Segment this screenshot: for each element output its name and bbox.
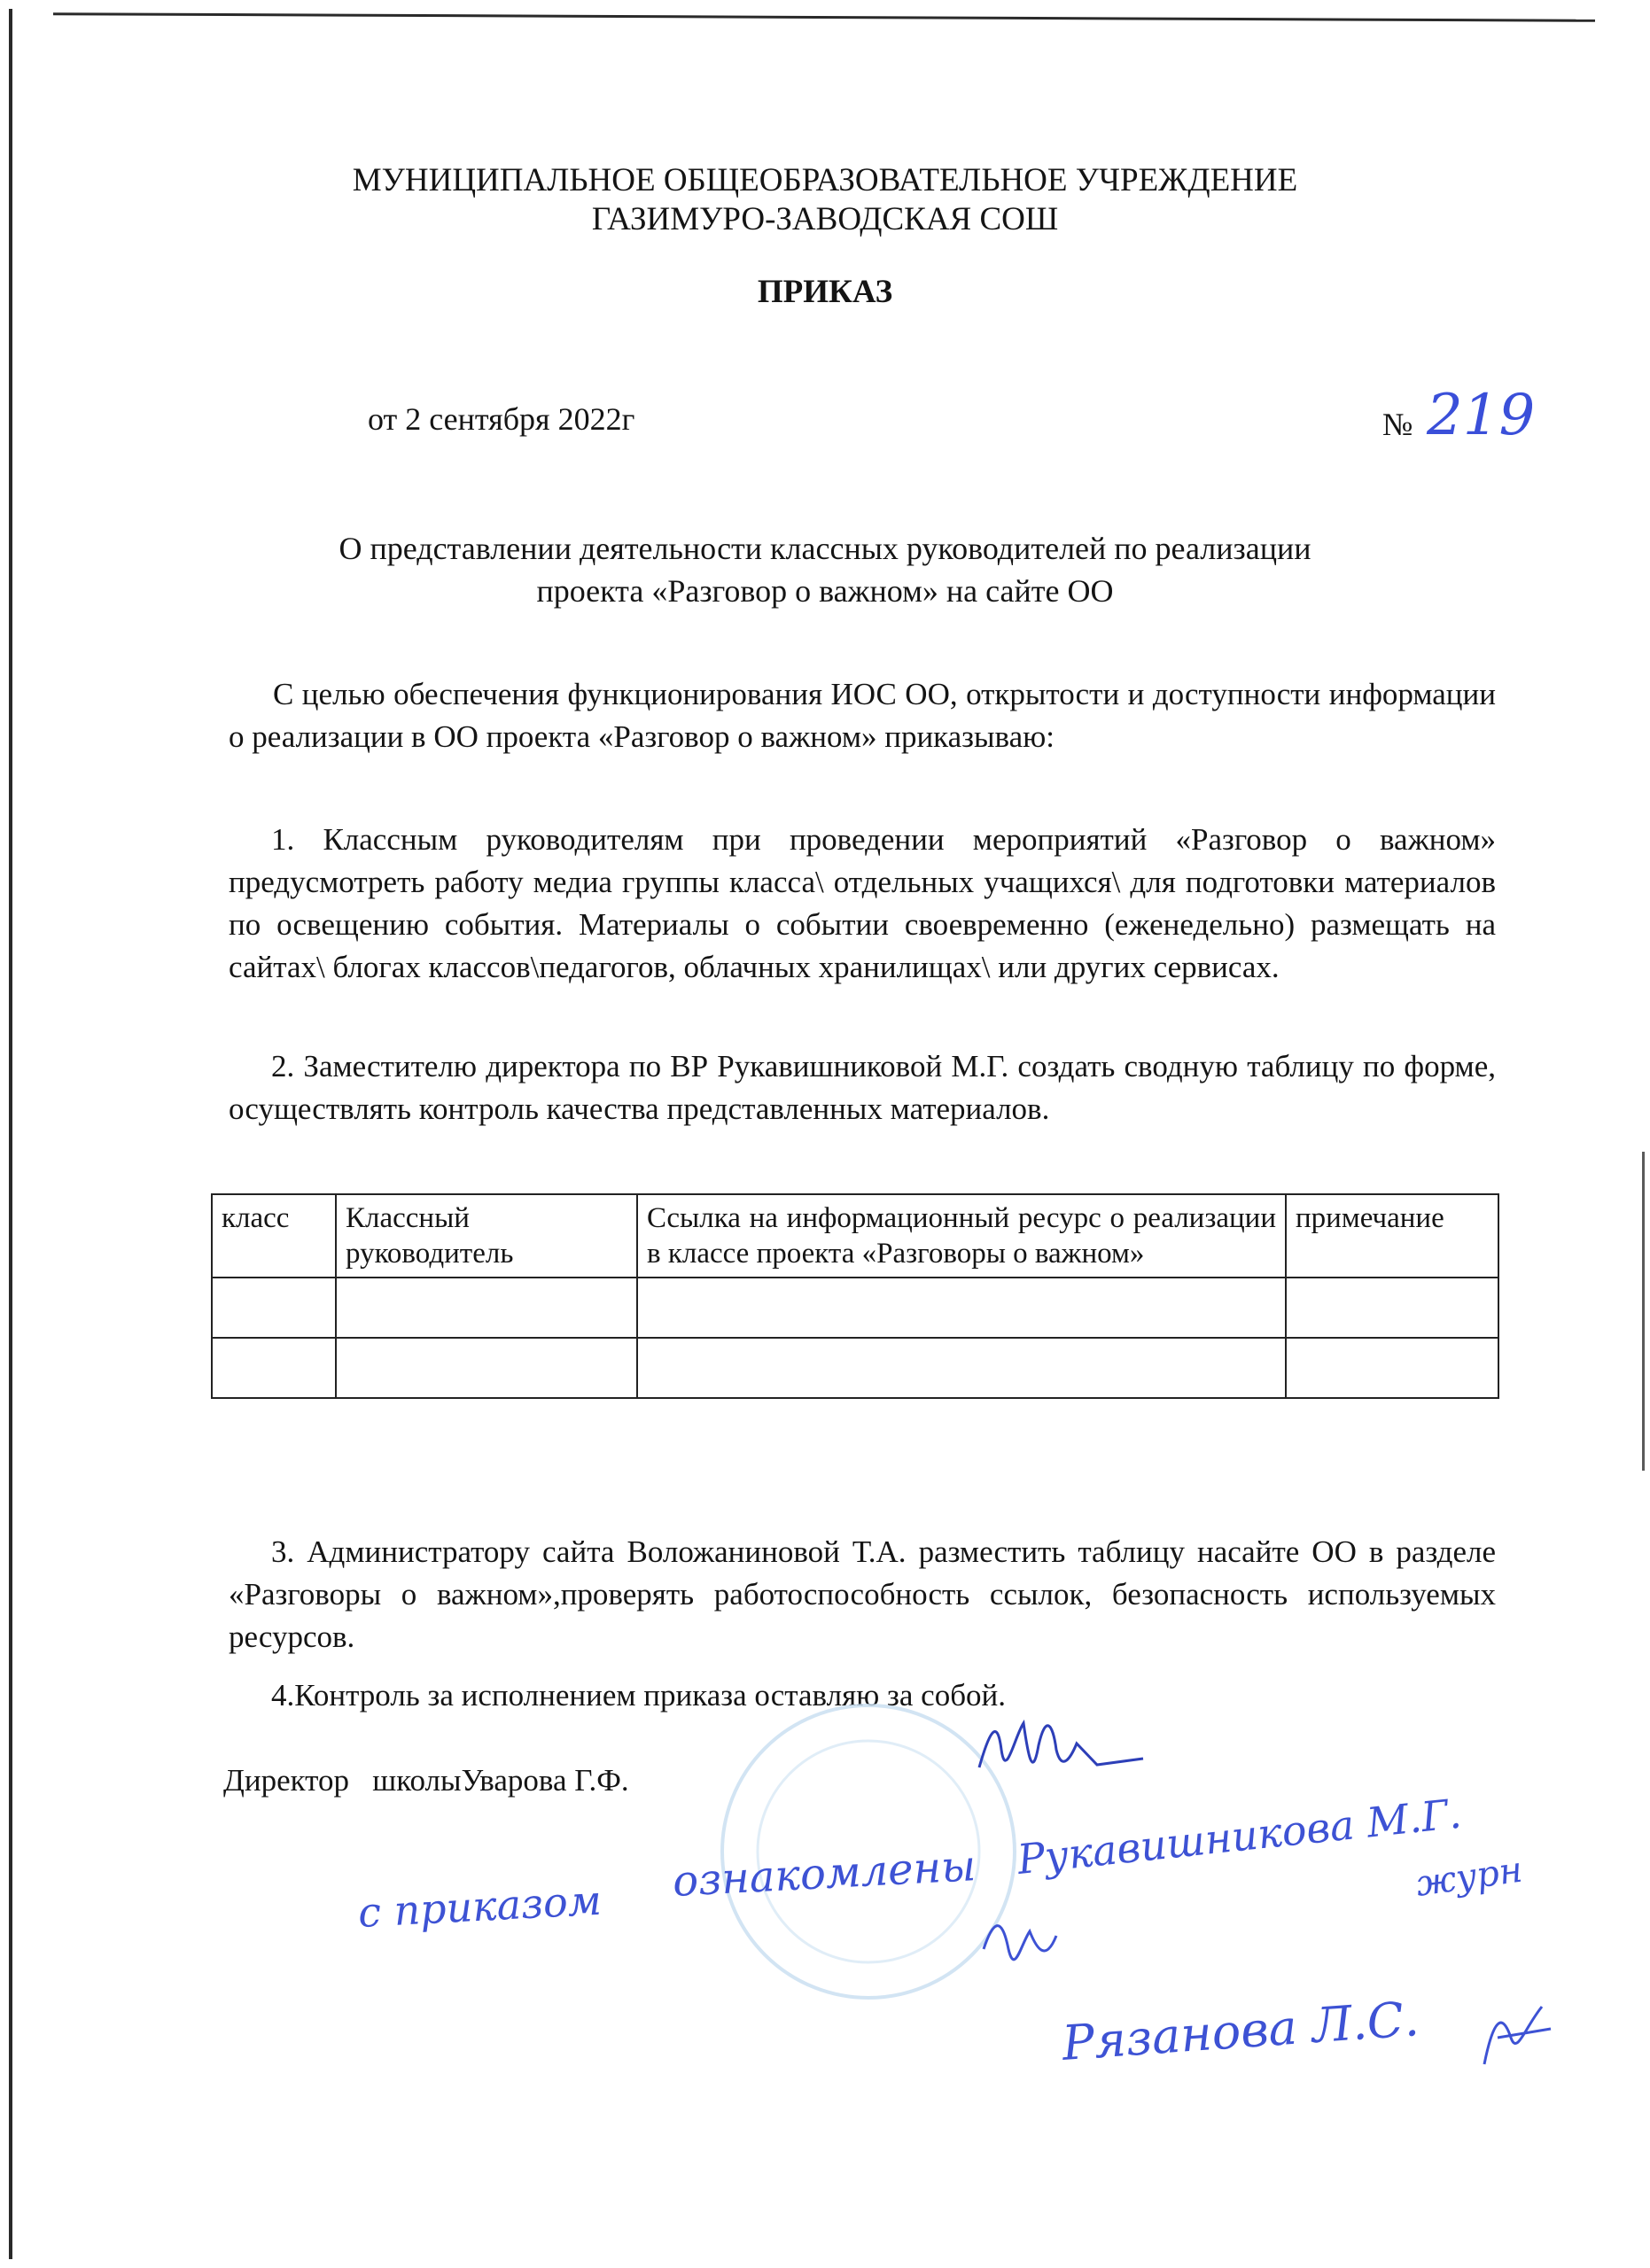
- order-number-handwritten: 219: [1427, 383, 1536, 448]
- ack-line-5: Рязанова Л.С.: [1060, 1990, 1421, 2071]
- order-item-3: 3. Администратору сайта Воложаниновой Т.А. разместить таблицу насайте ОО в разделе «Разговоры о важном»,проверять работоспособность ссылок, безопасность используемых ресурсов.: [229, 1534, 1496, 1654]
- org-name-line1: МУНИЦИПАЛЬНОЕ ОБЩЕОБРАЗОВАТЕЛЬНОЕ УЧРЕЖДЕНИЕ: [352, 162, 1298, 198]
- subject-line2: проекта «Разговор о важном» на сайте ОО: [536, 573, 1114, 609]
- stamp-mark: [722, 1705, 1015, 1998]
- column-header-note: примечание: [1286, 1194, 1498, 1278]
- column-header-teacher: Классный руководитель: [336, 1194, 637, 1278]
- table-cell: [637, 1278, 1286, 1338]
- column-header-link: Ссылка на информационный ресурс о реализации в классе проекта «Разговоры о важном»: [637, 1194, 1286, 1278]
- order-number-label: №: [1382, 407, 1413, 442]
- order-item-2: 2. Заместителю директора по ВР Рукавишниковой М.Г. создать сводную таблицу по форме, осуществлять контроль качества представленных материалов.: [229, 1049, 1496, 1126]
- ack-signature-1: [984, 1926, 1056, 1960]
- table-cell: [1286, 1278, 1498, 1338]
- table-cell: [212, 1278, 336, 1338]
- scan-edge-right: [1642, 1152, 1645, 1471]
- org-name-line2: ГАЗИМУРО-ЗАВОДСКАЯ СОШ: [591, 201, 1059, 237]
- column-header-class: класс: [212, 1194, 336, 1278]
- order-item-4: 4.Контроль за исполнением приказа оставляю за собой.: [271, 1678, 1006, 1713]
- ack-line-4: журн: [1413, 1849, 1525, 1905]
- table-cell: [336, 1338, 637, 1398]
- order-item-1: 1. Классным руководителям при проведении мероприятий «Разговор о важном» предусмотреть работу медиа группы класса\ отдельных учащихся\ для подготовки материалов по освещению события. Материалы о событии своевременно (еженедельно) размещать на сайтах\ блогах классов\педагогов, облачных хранилищах\ или других сервисах.: [229, 822, 1496, 984]
- director-signature: [979, 1723, 1143, 1767]
- ack-line-1: с приказом: [356, 1876, 603, 1937]
- summary-table: [211, 1193, 1499, 1399]
- ack-line-2: ознакомлены: [671, 1841, 977, 1907]
- intro-paragraph: С целью обеспечения функционирования ИОС ОО, открытости и доступности информации о реализации в ОО проекта «Разговор о важном» приказываю:: [229, 677, 1496, 754]
- director-signature-line: Директор школыУварова Г.Ф.: [223, 1763, 629, 1798]
- table-cell: [212, 1338, 336, 1398]
- scan-edge-left: [9, 9, 12, 2259]
- table-header-row: [212, 1194, 1498, 1278]
- order-date: от 2 сентября 2022г: [368, 401, 635, 437]
- table-cell: [637, 1338, 1286, 1398]
- table-row: [212, 1338, 1498, 1398]
- ack-signature-2: [1484, 2007, 1551, 2064]
- table-cell: [336, 1278, 637, 1338]
- table-cell: [1286, 1338, 1498, 1398]
- ack-line-3: Рукавишникова М.Г.: [1015, 1789, 1464, 1884]
- document-type: ПРИКАЗ: [757, 274, 893, 310]
- subject-line1: О представлении деятельности классных руководителей по реализации: [339, 531, 1311, 566]
- scan-edge-top: [53, 12, 1595, 22]
- table-row: [212, 1278, 1498, 1338]
